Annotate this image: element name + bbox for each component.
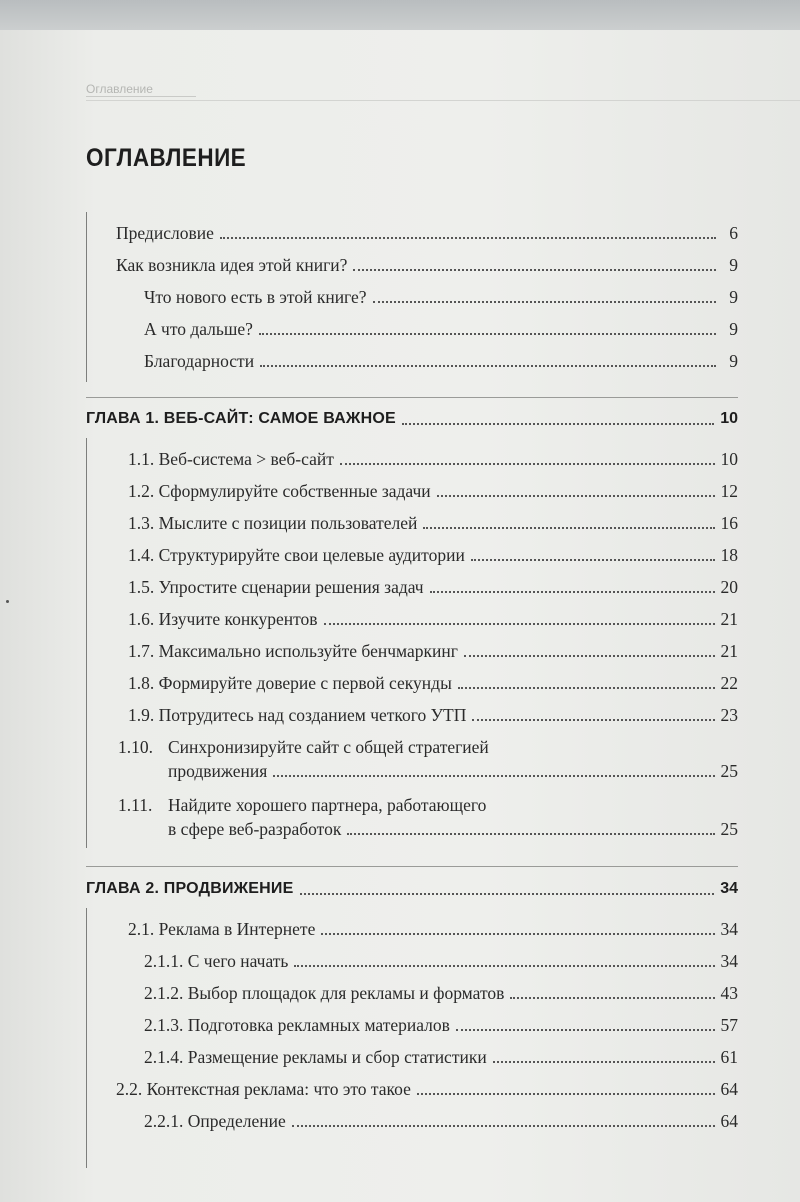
toc-entry-number: 2.1.3. [144, 1015, 184, 1035]
toc-entry [128, 544, 738, 566]
chapter-rule [86, 397, 738, 398]
chapter-2-heading [86, 878, 738, 900]
toc-entry-page: 61 [720, 1047, 738, 1067]
toc-entry-label: Веб-система > веб-сайт [158, 449, 334, 469]
toc-entry-number: 1.11. [118, 795, 153, 815]
toc-entry-label: Формируйте доверие с первой секунды [158, 673, 452, 693]
toc-entry [144, 950, 738, 972]
toc-entry-number: 1.5. [128, 577, 155, 597]
toc-entry-page: 57 [720, 1015, 738, 1035]
toc-entry-page: 12 [720, 481, 738, 501]
toc-entry-number: 2.2. [116, 1079, 143, 1099]
running-head: Оглавление [86, 82, 196, 97]
dot-leader [458, 687, 715, 689]
toc-entry-page: 9 [729, 319, 738, 339]
toc-entry-page: 21 [720, 641, 738, 661]
toc-entry-number: 1.1. [128, 449, 155, 469]
toc-entry-page: 21 [720, 609, 738, 629]
toc-entry [144, 982, 738, 1004]
toc-entry-label: Реклама в Интернете [158, 919, 316, 939]
toc-entry-page: 23 [720, 705, 738, 725]
toc-entry-label: Предисловие [116, 223, 214, 243]
dot-leader [220, 237, 716, 239]
toc-entry-page: 9 [729, 255, 738, 275]
dot-leader [464, 655, 715, 657]
dot-leader [347, 833, 714, 835]
toc-entry [116, 1078, 738, 1100]
toc-entry-label: Благодарности [144, 351, 255, 371]
toc-entry-label-line1: Синхронизируйте сайт с общей стратегией [168, 737, 489, 757]
toc-entry-number: 1.6. [128, 609, 155, 629]
dot-leader [260, 365, 716, 367]
toc-entry-page: 25 [720, 761, 738, 781]
toc-entry-page: 6 [729, 223, 738, 243]
chapter-page: 10 [720, 410, 738, 427]
toc-entry-label: Изучите конкурентов [158, 609, 318, 629]
toc-entry-label: Что нового есть в этой книге? [144, 287, 367, 307]
dot-leader [373, 301, 716, 303]
dot-leader [273, 775, 714, 777]
chapter-page: 34 [720, 880, 738, 897]
toc-entry [128, 480, 738, 502]
toc-entry-page: 9 [729, 351, 738, 371]
toc-entry-label-line2: продвижения [168, 761, 268, 781]
toc-entry-number: 1.8. [128, 673, 155, 693]
header-rule [86, 100, 800, 101]
toc-entry-label: Контекстная реклама: что это такое [146, 1079, 411, 1099]
dot-leader [353, 269, 716, 271]
toc-entry-whats-new [144, 286, 738, 308]
page-title: ОГЛАВЛЕНИЕ [86, 144, 247, 172]
toc-entry-label: Подготовка рекламных материалов [187, 1015, 450, 1035]
dot-leader [471, 559, 715, 561]
toc-entry-multiline [118, 794, 738, 842]
toc-entry-page: 34 [720, 919, 738, 939]
dot-leader [300, 893, 715, 895]
toc-entry-page: 16 [720, 513, 738, 533]
dot-leader [417, 1093, 715, 1095]
section-rule [86, 438, 87, 848]
paper-speck [6, 600, 9, 603]
dot-leader [437, 495, 715, 497]
toc-entry [128, 918, 738, 940]
dot-leader [423, 527, 714, 529]
section-rule [86, 908, 87, 1168]
chapter-label: ГЛАВА 2. ПРОДВИЖЕНИЕ [86, 880, 294, 897]
toc-entry-page: 34 [720, 951, 738, 971]
dot-leader [430, 591, 715, 593]
toc-entry-page: 20 [720, 577, 738, 597]
toc-entry-page: 64 [720, 1111, 738, 1131]
chapter-1-heading [86, 408, 738, 430]
toc-entry-label: А что дальше? [144, 319, 253, 339]
toc-entry-label: Структурируйте свои целевые аудитории [158, 545, 465, 565]
toc-entry-number: 1.9. [128, 705, 155, 725]
chapter-rule [86, 866, 738, 867]
toc-entry-number: 1.2. [128, 481, 155, 501]
toc-entry-number: 1.4. [128, 545, 155, 565]
toc-entry [128, 672, 738, 694]
toc-entry-multiline [118, 736, 738, 784]
toc-entry-label: Выбор площадок для рекламы и форматов [187, 983, 505, 1003]
toc-entry-page: 22 [720, 673, 738, 693]
dot-leader [472, 719, 714, 721]
toc-entry-page: 9 [729, 287, 738, 307]
toc-entry-number: 1.10. [118, 737, 153, 757]
toc-entry-page: 25 [720, 819, 738, 839]
dot-leader [259, 333, 716, 335]
toc-entry-preface [116, 222, 738, 244]
toc-entry [128, 448, 738, 470]
dot-leader [493, 1061, 715, 1063]
chapter-label: ГЛАВА 1. ВЕБ-САЙТ: САМОЕ ВАЖНОЕ [86, 410, 396, 427]
dot-leader [402, 423, 714, 425]
toc-entry-number: 2.2.1. [144, 1111, 184, 1131]
toc-entry-page: 43 [720, 983, 738, 1003]
toc-entry-number: 2.1.4. [144, 1047, 184, 1067]
toc-entry-number: 2.1. [128, 919, 155, 939]
toc-entry [144, 1014, 738, 1036]
dot-leader [294, 965, 714, 967]
toc-entry-label-line1: Найдите хорошего партнера, работающего [168, 795, 487, 815]
toc-entry-thanks [144, 350, 738, 372]
toc-entry [128, 512, 738, 534]
toc-entry-number: 1.7. [128, 641, 155, 661]
dot-leader [340, 463, 715, 465]
toc-entry-number: 1.3. [128, 513, 155, 533]
toc-entry-page: 10 [720, 449, 738, 469]
toc-entry-page: 64 [720, 1079, 738, 1099]
toc-entry [144, 1046, 738, 1068]
toc-entry-label: Максимально используйте бенчмаркинг [158, 641, 458, 661]
toc-entry [128, 704, 738, 726]
dot-leader [324, 623, 715, 625]
dot-leader [510, 997, 714, 999]
dot-leader [456, 1029, 715, 1031]
toc-entry [144, 1110, 738, 1132]
toc-entry-whats-next [144, 318, 738, 340]
toc-entry-label: Как возникла идея этой книги? [116, 255, 348, 275]
toc-entry [128, 608, 738, 630]
toc-entry-idea [116, 254, 738, 276]
toc-entry-label: Упростите сценарии решения задач [158, 577, 424, 597]
dot-leader [321, 933, 714, 935]
toc-entry-number: 2.1.1. [144, 951, 184, 971]
toc-entry [128, 576, 738, 598]
toc-entry-label: Потрудитесь над созданием четкого УТП [158, 705, 467, 725]
toc-entry-label: Размещение рекламы и сбор статистики [187, 1047, 487, 1067]
section-rule [86, 212, 87, 382]
dot-leader [292, 1125, 715, 1127]
toc-entry-page: 18 [720, 545, 738, 565]
toc-entry [128, 640, 738, 662]
toc-entry-label: Мыслите с позиции пользователей [158, 513, 418, 533]
toc-entry-label: Сформулируйте собственные задачи [158, 481, 431, 501]
toc-entry-label: С чего начать [187, 951, 289, 971]
toc-entry-label-line2: в сфере веб-разработок [168, 819, 342, 839]
toc-entry-label: Определение [187, 1111, 286, 1131]
toc-entry-number: 2.1.2. [144, 983, 184, 1003]
